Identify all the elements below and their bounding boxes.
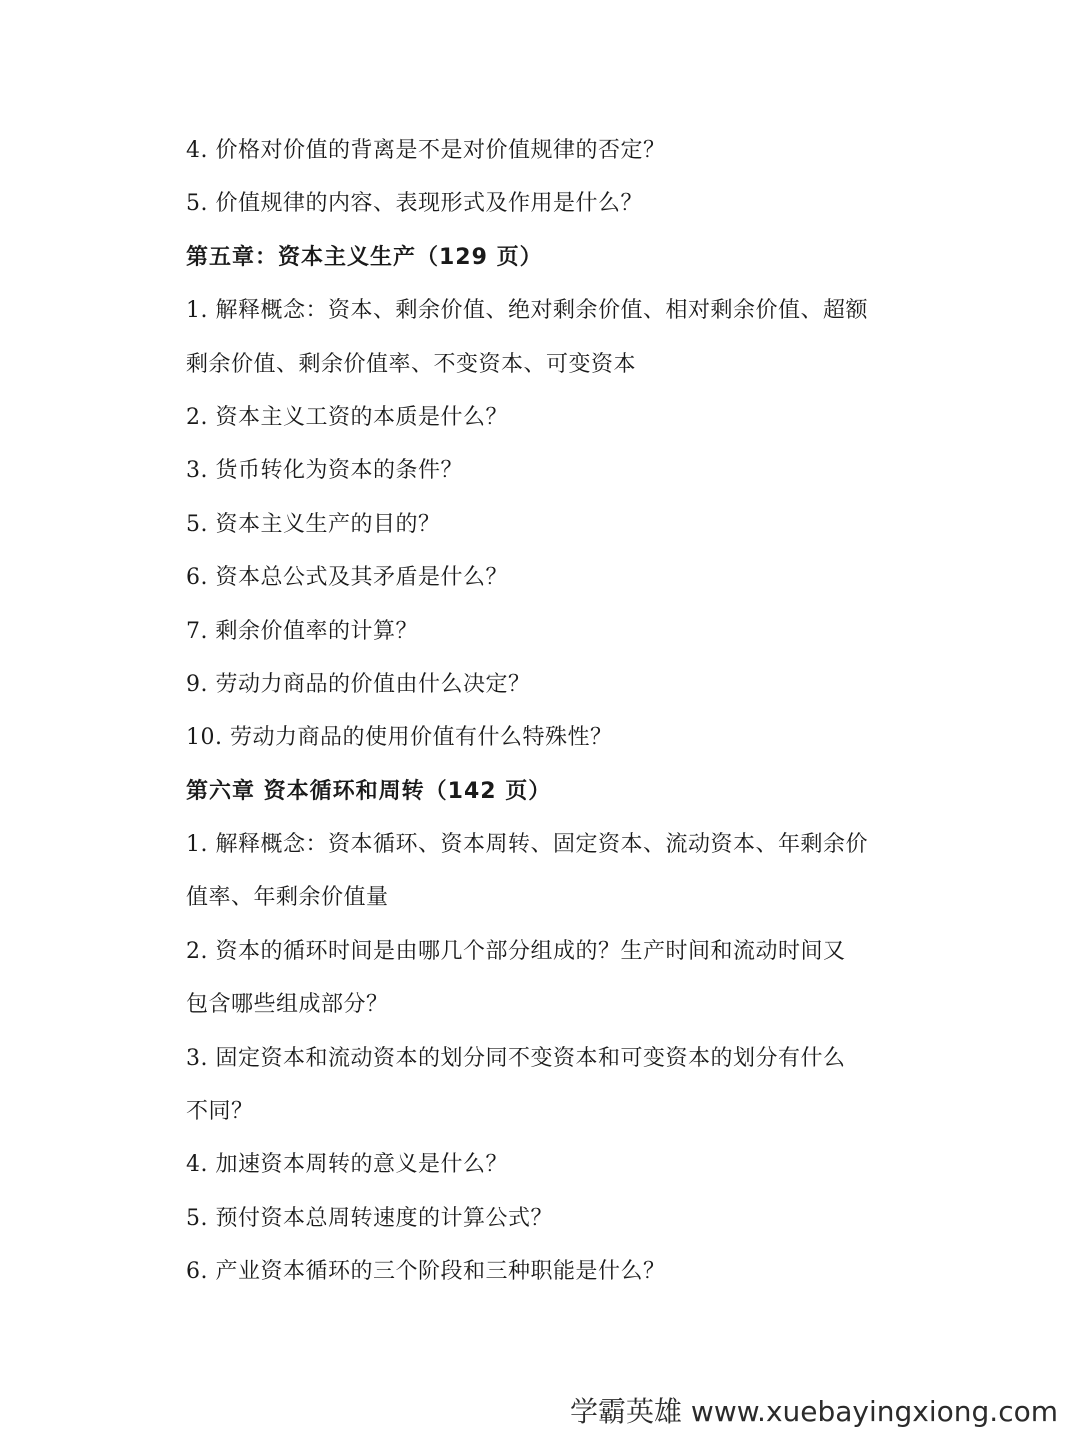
- chapter-heading: 第五章：资本主义生产（129 页）: [186, 244, 543, 270]
- question-line: 6. 资本总公式及其矛盾是什么？: [186, 565, 508, 591]
- question-line: 不同？: [186, 1099, 254, 1125]
- question-line: 4. 加速资本周转的意义是什么？: [186, 1152, 508, 1178]
- question-line: 3. 货币转化为资本的条件？: [186, 458, 463, 484]
- question-line: 10. 劳动力商品的使用价值有什么特殊性？: [186, 725, 613, 751]
- chapter-heading: 第六章 资本循环和周转（142 页）: [186, 778, 552, 804]
- question-line: 值率、年剩余价值量: [186, 885, 389, 911]
- question-line: 9. 劳动力商品的价值由什么决定？: [186, 671, 531, 697]
- question-line: 4. 价格对价值的背离是不是对价值规律的否定？: [186, 138, 666, 163]
- question-line: 5. 资本主义生产的目的？: [186, 511, 441, 537]
- question-line: 7. 剩余价值率的计算？: [186, 618, 418, 644]
- question-line: 1. 解释概念：资本、剩余价值、绝对剩余价值、相对剩余价值、超额: [186, 298, 868, 324]
- question-line: 包含哪些组成部分？: [186, 992, 389, 1018]
- question-line: 1. 解释概念：资本循环、资本周转、固定资本、流动资本、年剩余价: [186, 832, 868, 858]
- question-line: 6. 产业资本循环的三个阶段和三种职能是什么？: [186, 1259, 666, 1285]
- watermark: 学霸英雄 www.xuebayingxiong.com: [570, 1395, 1058, 1428]
- question-line: 2. 资本的循环时间是由哪几个部分组成的？生产时间和流动时间又: [186, 938, 846, 964]
- question-line: 2. 资本主义工资的本质是什么？: [186, 404, 508, 430]
- question-line: 5. 价值规律的内容、表现形式及作用是什么？: [186, 191, 643, 217]
- document-body: [186, 124, 906, 1299]
- question-line: 剩余价值、剩余价值率、不变资本、可变资本: [186, 351, 637, 377]
- question-line: 3. 固定资本和流动资本的划分同不变资本和可变资本的划分有什么: [186, 1045, 846, 1071]
- question-line: 5. 预付资本总周转速度的计算公式？: [186, 1205, 553, 1231]
